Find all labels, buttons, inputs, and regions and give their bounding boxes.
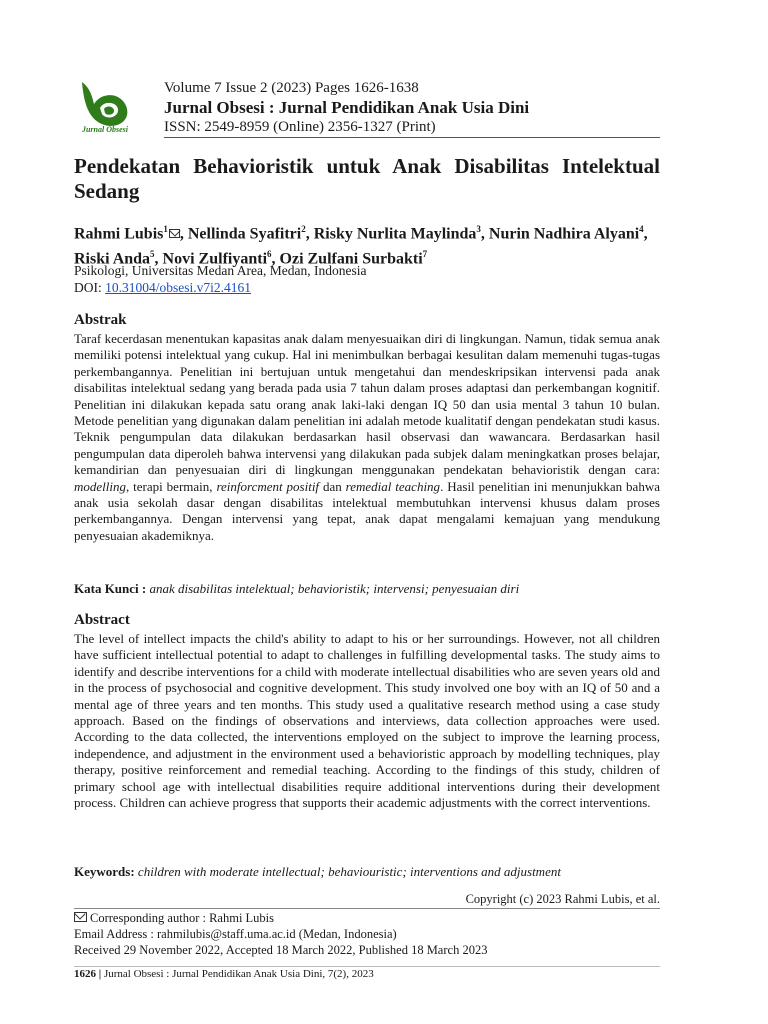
author-sup: 5	[150, 249, 155, 260]
envelope-icon	[74, 912, 87, 922]
keywords-label: Keywords:	[74, 864, 135, 879]
author-name: Nurin Nadhira Alyani	[488, 225, 640, 243]
author-name: Novi Zulfiyanti	[162, 250, 268, 268]
copyright: Copyright (c) 2023 Rahmi Lubis, et al.	[465, 892, 660, 906]
issn-line: ISSN: 2549-8959 (Online) 2356-1327 (Print)	[164, 119, 436, 135]
author-name: Nellinda Syafitri	[187, 225, 302, 243]
doi-label: DOI:	[74, 280, 102, 295]
abstrak-text: . Hasil penelitian ini menunjukkan bahwa anak usia sekolah dasar dengan disabilitas intelektual membutuhkan intervensi khusus dalam proses perkembangannya. Dengan intervensi yang tepat, anak dapat mengalami kemajuan yang mendukung penyesuaian akademiknya.	[74, 478, 660, 543]
keywords-line	[74, 864, 660, 880]
doi-link[interactable]: 10.31004/obsesi.v7i2.4161	[105, 280, 252, 295]
logo-wordmark: Jurnal Obsesi	[81, 125, 128, 134]
doi-line	[74, 279, 660, 296]
kata-kunci-values: anak disabilitas intelektual; behavioristik; intervensi; penyesuaian diri	[149, 581, 520, 596]
abstrak-italic: reinforcment positif	[216, 478, 320, 494]
footer-separator: |	[98, 968, 102, 980]
paper-title: Pendekatan Behavioristik untuk Anak Disabilitas Intelektual Sedang	[74, 154, 660, 203]
abstrak-italic: modelling	[74, 478, 126, 494]
author-name: Rahmi Lubis	[74, 225, 164, 243]
email-address: Email Address : rahmilubis@staff.uma.ac.id (Medan, Indonesia)	[74, 927, 397, 941]
abstract-body: The level of intellect impacts the child's ability to adapt to his or her surroundings. However, not all children have sufficient intellectual potential to adapt to challenges in fulfilling developmental tasks. The study aims to identify and describe interventions for a child with moderate intellectual disabilities who are seven years old and in the process of psychosocial and cognitive development. This study involved one boy with an IQ of 50 and a mental age of three years and ten months. This study used a qualitative research method using a case study approach. Based on the findings of observations and interviews, data collection approaches were used. According to the data collected, the interventions employed on the subject to improve the learning process, independence, and adjustment in the environment used a behavioristic approach by modelling techniques, play therapy, positive reinforcement and remedial teaching. According to the findings of this study, children of primary school age with intellectual disabilities require additional interventions during their development process. Children can achieve progress that supports their academic adjustments with the correct interventions.	[74, 631, 660, 811]
corresponding-author	[74, 910, 660, 926]
author-sup: 1	[163, 224, 168, 234]
author-name: Risky Nurlita Maylinda	[313, 225, 477, 243]
abstrak-heading: Abstrak	[74, 312, 127, 328]
author-sup: 7	[422, 249, 428, 260]
envelope-icon	[169, 229, 180, 238]
journal-header	[164, 79, 664, 137]
kata-kunci-label: Kata Kunci :	[74, 581, 147, 596]
abstrak-text: Taraf kecerdasan menentukan kapasitas anak dalam menyesuaikan diri di lingkungan. Namun, tidak semua anak memiliki potensi intelektual yang cukup. Hal ini menimbulkan berbagai kesulitan dalam memenuhi tugas-tugas perkembangannya. Penelitian ini bertujuan untuk mengetahui dan mendeskripsikan intervensi pada anak disabilitas intelektual sedang yang berada pada usia 7 tahun dalam proses adaptasi dan perkembangan kognitif. Penelitian ini dilakukan kepada satu orang anak laki-laki dengan IQ 50 dan usia mental 3 tahun 10 bulan. Metode penelitian yang digunakan dalam penelitian ini adalah metode kualitatif dengan pendekatan studi kasus. Teknik pengumpulan data dilakukan berdasarkan hasil observasi dan wawancara. Berdasarkan hasil pengumpulan data diperoleh bahwa intervensi yang dilakukan pada subjek dalam meningkatkan proses belajar, kemandirian dan penyesuaian diri di lingkungan menggunakan pendekatan behavioristik dengan cara:	[74, 331, 660, 478]
footnote-divider	[74, 908, 660, 909]
author-name: Riski Anda	[74, 250, 151, 268]
page-footer	[74, 968, 660, 980]
journal-name: Jurnal Obsesi : Jurnal Pendidikan Anak Usia Dini	[164, 98, 530, 117]
author-list: Rahmi Lubis$^1$ , Nellinda Syafitri$^2$, Risky Nurlita Maylinda$^3$, Nurin Nadhira Alyani$^4$, Riski Anda$^5$, Novi Zulfiyanti$^6$, Ozi Zulfani Surbakti$^7$	[74, 224, 648, 268]
author-sup: 4	[639, 224, 644, 234]
kata-kunci-line	[74, 581, 660, 597]
author-name: Ozi Zulfani Surbakti	[279, 250, 423, 268]
header-divider	[164, 137, 660, 138]
keywords-values: children with moderate intellectual; behaviouristic; interventions and adjustment	[137, 864, 561, 879]
page-number: 1626	[74, 968, 96, 980]
corresponding-block	[74, 910, 660, 958]
author-sup: 2	[301, 224, 306, 234]
received-dates: Received 29 November 2022, Accepted 18 March 2022, Published 18 March 2023	[74, 943, 488, 957]
footer-divider	[74, 966, 660, 967]
affiliation: Psikologi, Universitas Medan Area, Medan, Indonesia	[74, 263, 367, 278]
author-sup: 3	[476, 224, 481, 234]
abstract-heading: Abstract	[74, 612, 130, 628]
author-sup: 6	[267, 249, 272, 260]
corresponding-text: Corresponding author : Rahmi Lubis	[90, 911, 275, 925]
volume-line: Volume 7 Issue 2 (2023) Pages 1626-1638	[164, 80, 419, 96]
abstrak-text: dan	[319, 478, 346, 494]
abstrak-italic: remedial teaching	[345, 478, 441, 494]
footer-citation: Jurnal Obsesi : Jurnal Pendidikan Anak Usia Dini, 7(2), 2023	[103, 968, 374, 980]
abstrak-text: , terapi bermain,	[126, 478, 217, 494]
abstrak-body	[74, 331, 660, 544]
